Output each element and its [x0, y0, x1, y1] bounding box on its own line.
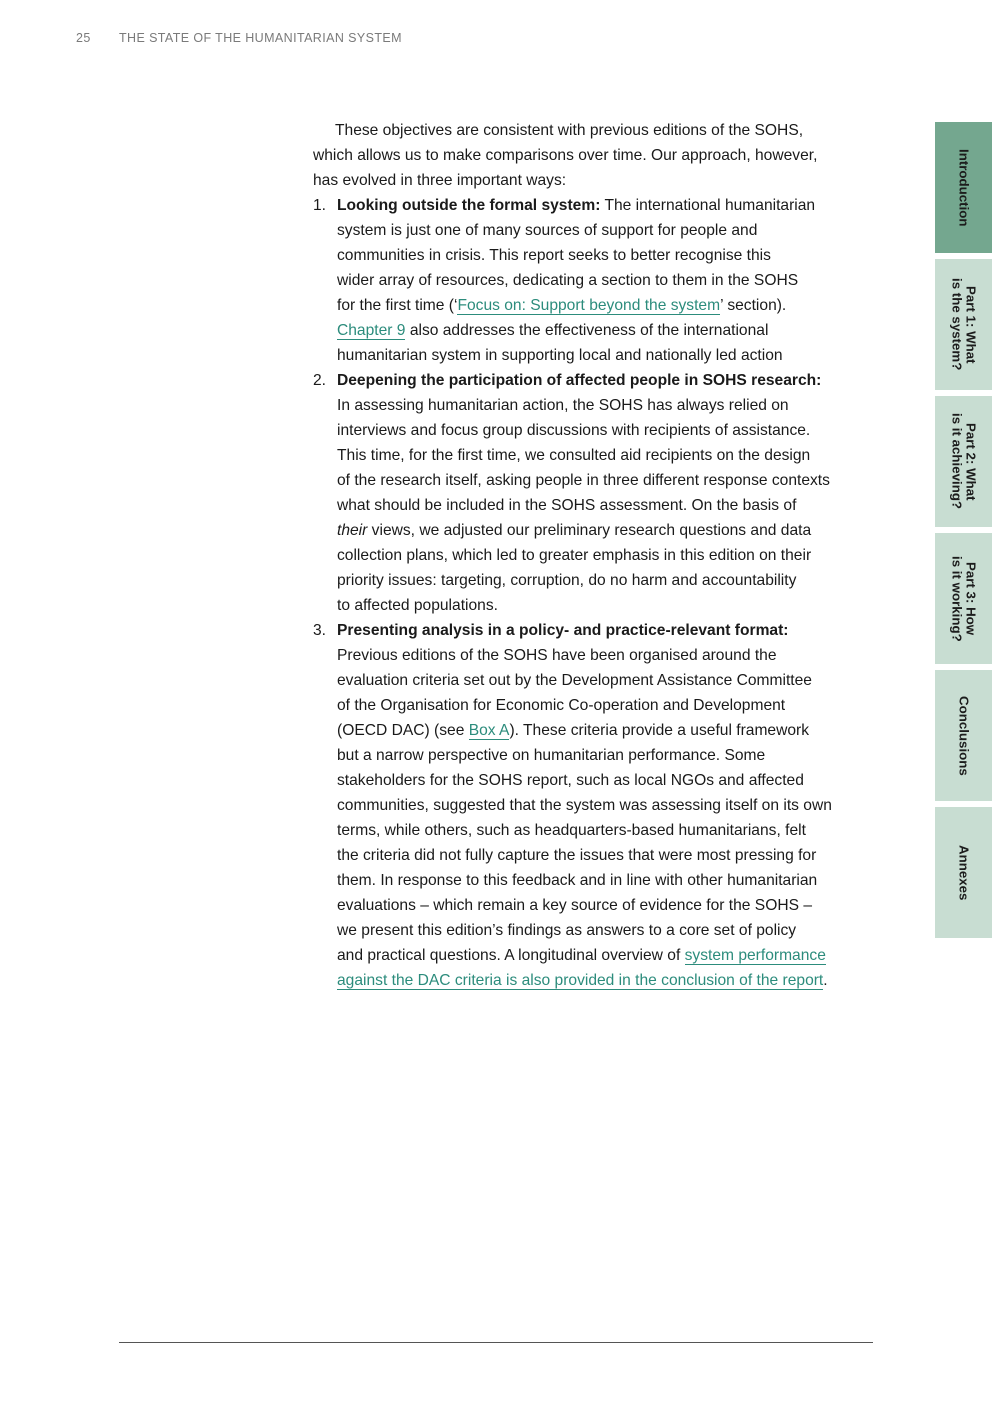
- tab-part-1[interactable]: [935, 259, 992, 390]
- list-item-1: [313, 193, 875, 368]
- item-text: ). These criteria provide a useful framework: [509, 722, 810, 739]
- running-header: [76, 31, 402, 45]
- item-text: communities, suggested that the system was assessing itself on its own: [337, 797, 832, 814]
- item-text: what should be included in the SOHS assessment. On the basis of: [337, 497, 797, 514]
- tab-part-3[interactable]: [935, 533, 992, 664]
- chapter-9-link[interactable]: Chapter 9: [337, 322, 406, 339]
- item-text: evaluations – which remain a key source of evidence for the SOHS –: [337, 897, 812, 914]
- list-marker: 2.: [313, 372, 327, 389]
- page-number: 25: [76, 31, 91, 45]
- list-item-3: [313, 618, 875, 993]
- item-text: of the research itself, asking people in three different response contexts: [337, 472, 830, 489]
- item-text: evaluation criteria set out by the Development Assistance Committee: [337, 672, 812, 689]
- item-text: wider array of resources, dedicating a section to them in the SOHS: [337, 272, 799, 289]
- item-text: collection plans, which led to greater emphasis in this edition on their: [337, 547, 812, 564]
- tab-label: Introduction: [956, 148, 972, 227]
- list-marker: 1.: [313, 197, 327, 214]
- item-text: to affected populations.: [337, 597, 498, 614]
- item-text: stakeholders for the SOHS report, such as local NGOs and affected: [337, 772, 804, 789]
- item-text: and practical questions. A longitudinal overview of: [337, 947, 685, 964]
- item-text: The international humanitarian: [600, 197, 816, 214]
- item-text: them. In response to this feedback and in line with other humanitarian: [337, 872, 818, 889]
- item-text: system is just one of many sources of support for people and: [337, 222, 758, 239]
- tab-label: Conclusions: [956, 695, 972, 776]
- box-a-link[interactable]: Box A: [468, 722, 510, 739]
- intro-line: has evolved in three important ways:: [313, 172, 567, 189]
- item-lead: Deepening the participation of affected people in SOHS research:: [337, 372, 822, 389]
- tab-conclusions[interactable]: [935, 670, 992, 801]
- item-text: of the Organisation for Economic Co-operation and Development: [337, 697, 786, 714]
- item-text: we present this edition’s findings as answers to a core set of policy: [337, 922, 797, 939]
- tab-label: Part 1: What is the system?: [949, 278, 979, 371]
- main-text: [313, 118, 875, 993]
- item-text: also addresses the effectiveness of the international: [405, 322, 769, 339]
- item-text: In assessing humanitarian action, the SOHS has always relied on: [337, 397, 789, 414]
- item-text: humanitarian system in supporting local and nationally led action: [337, 347, 783, 364]
- intro-line: which allows us to make comparisons over time. Our approach, however,: [313, 147, 818, 164]
- list-marker: 3.: [313, 622, 327, 639]
- item-text: (OECD DAC) (see: [337, 722, 469, 739]
- item-text: terms, while others, such as headquarters-based humanitarians, felt: [337, 822, 806, 839]
- report-title: THE STATE OF THE HUMANITARIAN SYSTEM: [119, 31, 402, 45]
- intro-line: These objectives are consistent with previous editions of the SOHS,: [335, 122, 804, 139]
- system-performance-link[interactable]: system performance: [684, 947, 826, 964]
- item-text: Previous editions of the SOHS have been organised around the: [337, 647, 777, 664]
- footer-rule: [119, 1342, 873, 1343]
- item-text: priority issues: targeting, corruption, do no harm and accountability: [337, 572, 797, 589]
- item-text: but a narrow perspective on humanitarian performance. Some: [337, 747, 766, 764]
- item-emphasis: their: [337, 522, 368, 539]
- system-performance-link[interactable]: against the DAC criteria is also provided in the conclusion of the report: [337, 972, 824, 989]
- focus-on-support-link[interactable]: Focus on: Support beyond the system: [457, 297, 721, 314]
- item-text: for the first time (‘: [337, 297, 458, 314]
- item-text: communities in crisis. This report seeks to better recognise this: [337, 247, 771, 264]
- tab-part-2[interactable]: [935, 396, 992, 527]
- item-text: .: [823, 972, 828, 989]
- item-text: views, we adjusted our preliminary research questions and data: [367, 522, 812, 539]
- tab-label: Annexes: [956, 844, 972, 901]
- tab-introduction[interactable]: [935, 122, 992, 253]
- item-lead: Looking outside the formal system:: [337, 197, 601, 214]
- tab-annexes[interactable]: [935, 807, 992, 938]
- tab-label: Part 2: What is it achieving?: [949, 413, 979, 510]
- item-lead: Presenting analysis in a policy- and practice-relevant format:: [337, 622, 789, 639]
- item-text: interviews and focus group discussions with recipients of assistance.: [337, 422, 811, 439]
- item-text: ’ section).: [720, 297, 787, 314]
- item-text: This time, for the first time, we consulted aid recipients on the design: [337, 447, 811, 464]
- item-text: the criteria did not fully capture the issues that were most pressing for: [337, 847, 817, 864]
- list-item-2: [313, 368, 875, 618]
- intro-paragraph: [313, 118, 875, 193]
- tab-label: Part 3: How is it working?: [949, 555, 979, 642]
